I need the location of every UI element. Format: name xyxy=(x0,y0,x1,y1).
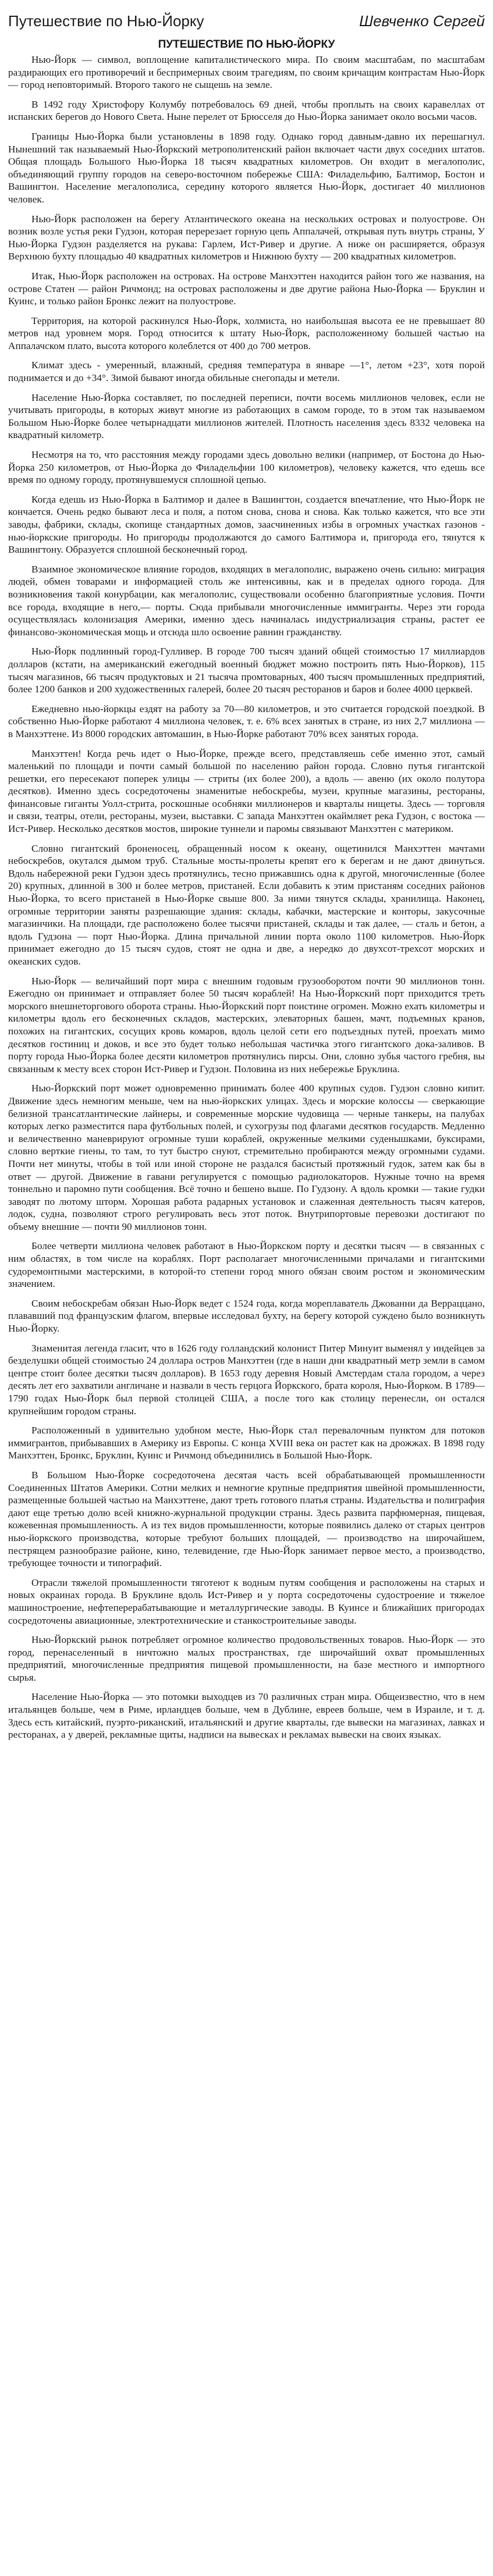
paragraph: Нью-Йорк — символ, воплощение капиталистического мира. По своим масштабам, по масштабам раздирающих его противоречий и беспримерных своим трагедиям, по своим кричащим контрастам Нью-Йорк — город неповторимый. Второго такого не сыщешь на земле. xyxy=(8,54,485,91)
paragraph: В Большом Нью-Йорке сосредоточена десятая часть всей обрабатывающей промышленности Соединенных Штатов Америки. Сотни мелких и немногие крупные предприятия швейной промышленности, размещенные большей частью на Манхэттене, дают треть готового платья страны. Издательства и полиграфия дают еще третью долю всей книжно-журнальной продукции страны. Здесь развита парфюмерная, пищевая, кожевенная промышленность. А из тех видов промышленности, которые появились далеко от старых центров нью-йоркского производства, которые требуют больших площадей, — производство на широчайшем, пестрящем разнообразие районе, кино, телевидение, где Нью-Йорк занимает первое место, а производство, требующее точности и типографий. xyxy=(8,1469,485,1569)
paragraph: Словно гигантский броненосец, обращенный носом к океану, ощетинился Манхэттен мачтами небоскребов, окутался дымом труб. Стальные мосты-пролеты крепят его к берегам и не дают двинуться. Вдоль набережной реки Гудзон здесь протянулись, тесно прижавшись одна к другой, многочисленные (более 20) крупных, длинной в 300 и более метров, пристаней. Если добавить к этим пристаням соседних районов Нью-Йорка, то всего пристаней в Нью-Йорке свыше 800. За ними тянутся склады, хранилища. Наконец, огромные территории заняты разрешающие здания: склады, кабачки, мастерские и конторы, закусочные магазинчики. На площади, где расположено более тысячи пристаней, склады и так далее, — сталь и бетон, а вдоль Гудзона — порт Нью-Йорка. Длина причальной линии порта около 1100 километров. Нью-Йорк принимает ежегодно до 15 тысяч судов, стоят не одна и две, а нередко до двухсот-трехсот морских и океанских судов. xyxy=(8,842,485,967)
paragraph: Манхэттен! Когда речь идет о Нью-Йорке, прежде всего, представляешь себе именно этот, самый маленький по площади и почти самый большой по населению район города. Словно путья гигантской решетки, его пересекают поперек улицы — стриты (их более 200), а вдоль — авеню (их около полутора десятков). Именно здесь сосредоточены знаменитые небоскребы, музеи, крупные магазины, рестораны, финансовые гиганты Уолл-стрита, роскошные особняки миллионеров и кварталы нищеты. Здесь — торговля и связи, театры, отели, рестораны, музеи, выставки. С запада Манхэттен окаймляет река Гудзон, с востока — Ист-Ривер. Несколько десятков мостов, широкие туннели и паромы связывают Манхэттен с материком. xyxy=(8,748,485,835)
paragraph: Население Нью-Йорка — это потомки выходцев из 70 различных стран мира. Общеизвестно, что в нем итальянцев больше, чем в Риме, ирландцев больше, чем в Дублине, евреев больше, чем в Израиле, и т. д. Здесь есть китайский, пуэрто-риканский, итальянский и другие кварталы, где вывески на магазинах, лавках и ресторанах, а у дверей, рекламные щиты, надписи на вывесках и рекламах вывески на своих языках. xyxy=(8,1691,485,1741)
paragraph: Нью-Йоркский порт может одновременно принимать более 400 крупных судов. Гудзон словно кипит. Движение здесь немногим меньше, чем на нью-йоркских улицах. Здесь и морские колоссы — сверкающие белизной трансатлантические лайнеры, и современные морские чудовища — черные танкеры, на палубах которых легко разместится пара футбольных полей, и сухогрузы под флагами десятков государств. Медленно и величественно маневрируют огромные туши кораблей, окруженные мелкими суденышками, буксирами, словно верткие гиены, то там, то тут быстро снуют, стремительно пробираются между огромными судами. Почти нет минуты, чтобы в той или иной стороне не раздался басистый протяжный гудок, затем как бы в ответ — другой. Движение в гавани регулируется с помощью радиолокаторов. Нужные точно на время тоннельно и паромно пути сообщения. Всё точно и бешено выше. По Гудзону. А вдоль кромки — такие гудки заводят по лютому шторм. Хорошая работа радарных установок и слаженная деятельность тысяч катеров, лодок, судна, позволяют строго регулировать весь этот поток. Внутрипортовые перевозки достигают по объему внешние — почти 90 миллионов тонн. xyxy=(8,1083,485,1232)
paragraph: Расположенный в удивительно удобном месте, Нью-Йорк стал перевалочным пунктом для потоков иммигрантов, прибывавших в Америку из Европы. С конца XVIII века он растет как на дрожжах. В 1898 году Манхэттен, Бронкс, Бруклин, Куинс и Ричмонд объединились в Большой Нью-Йорк. xyxy=(8,1425,485,1461)
paragraph: Ежедневно нью-йоркцы ездят на работу за 70—80 километров, и это считается городской поездкой. В собственно Нью-Йорке работают 4 миллиона человек, т. е. 6% всех занятых в стране, из них 2,7 миллиона — в Манхэттене. Из 8000 городских автомашин, в Нью-Йорке работают 70% всех занятых города. xyxy=(8,703,485,739)
paragraph: Население Нью-Йорка составляет, по последней переписи, почти восемь миллионов человек, если не учитывать пригороды, в которых живут многие из работающих в самом городе, то в этом так называемом Большом Нью-Йорке более четырнадцати миллионов жителей. Плотность населения здесь 8332 человека на квадратный километр. xyxy=(8,392,485,441)
article-heading: ПУТЕШЕСТВИЕ ПО НЬЮ-ЙОРКУ xyxy=(158,38,335,51)
paragraph: Итак, Нью-Йорк расположен на островах. На острове Манхэттен находится район того же названия, на острове Статен — район Ричмонд; на островах расположены и две другие района Нью-Йорка — Бруклин и Куинс, и только район Бронкс лежит на полуострове. xyxy=(8,270,485,307)
paragraph: Границы Нью-Йорка были установлены в 1898 году. Однако город давным-давно их перешагнул. Нынешний так называемый Нью-Йоркский метрополитенский район включает части двух соседних штатов. Общая площадь Большого Нью-Йорка 18 тысяч квадратных километров. Он входит в мегалополис, объединяющий группу городов на северо-восточном побережье США: Филадельфию, Балтимор, Бостон и Вашингтон. Население мегалополиса, середину которого является Нью-Йорк, достигает 40 миллионов человек. xyxy=(8,130,485,205)
paragraph: Взаимное экономическое влияние городов, входящих в мегалополис, выражено очень сильно: миграция людей, обмен товарами и информацией столь же интенсивны, как и в пределах одного города. Для возникновения такой конурбации, как мегалополис, существовали особенно благоприятные условия. Почти все города, входящие в него,— порты. Сюда прибывали многочисленные иммигранты. Через эти города осуществлялась колонизация Америки, именно здесь начиналась индустриализация страны, растет ее финансово-экономическая мощь и отсюда шло освоение равнин гражданству. xyxy=(8,563,485,638)
paragraph: Нью-Йорк — величайший порт мира с внешним годовым грузооборотом почти 90 миллионов тонн. Ежегодно он принимает и отправляет более 50 тысяч кораблей! На Нью-Йоркский порт приходится треть морского внешнеторгового оборота страны. Нью-Йоркский порт поистине огромен. Можно ехать километры и километры вдоль его бесконечных складов, мастерских, элеваторных башен, мачт, подъемных кранов, похожих на гигантских, сосущих кровь комаров, вдоль целой сети его подъездных путей, проехать мимо десятков гостиниц и доков, и все это будет только небольшая частичка этого гигантского дока-заливов. В порту города Нью-Йорка более десяти километров протянулись пирсы. Они, словно зубья частого гребня, вы связанным к месту всех сторон Ист-Ривер и Гудзон. Половина из них небережье Бруклина. xyxy=(8,975,485,1074)
paragraph: Территория, на которой раскинулся Нью-Йорк, холмиста, но наибольшая высота ее не превышает 80 метров над уровнем моря. Город относится к штату Нью-Йорк, расположенному большей частью на Аппалачском плато, высота которого колеблется от 400 до 700 метров. xyxy=(8,315,485,351)
paragraph: Более четверти миллиона человек работают в Нью-Йоркском порту и десятки тысяч — в связанных с ним областях, в том числе на кораблях. Порт располагает многочисленными причалами и гигантскими судоремонтными мастерскими, в которой-то степени город много обязан своим ростом и экономическим значением. xyxy=(8,1240,485,1290)
document-title: Путешествие по Нью-Йорку xyxy=(8,12,204,30)
paragraph: Несмотря на то, что расстояния между городами здесь довольно велики (например, от Бостона до Нью-Йорка 250 километров, от Нью-Йорка до Филадельфии 100 километров), человеку кажется, что едешь все время по одному городу, протянувшемуся сплошной цепью. xyxy=(8,449,485,486)
article-body xyxy=(8,54,485,1741)
paragraph: Нью-Йорк подлинный город-Гулливер. В городе 700 тысяч зданий общей стоимостью 17 миллиардов долларов (кстати, на американский ежегодный военный бюджет можно построить пять Нью-Йорков), 115 тысяч магазинов, 66 тысяч продуктовых и 21 тысяча промтоварных, 400 тысяч промышленных предприятий, более 1200 банков и 200 художественных галерей, более 20 тысяч ресторанов и баров и более 4000 церквей. xyxy=(8,646,485,695)
paragraph: Отрасли тяжелой промышленности тяготеют к водным путям сообщения и расположены на старых и новых окраинах города. В Бруклине вдоль Ист-Ривер и у порта сосредоточены судостроение и тяжелое машиностроение, нефтеперерабатывающие и металлургические заводы. В Куинсе и ближайших пригородах сосредоточены авиационные, электротехнические и станкостроительные заводы. xyxy=(8,1577,485,1626)
paragraph: Нью-Йоркский рынок потребляет огромное количество продовольственных товаров. Нью-Йорк — это город, перенаселенный в ничтожно малых пространствах, где широчайший охват промышленных предприятий, многочисленные предприятия пищевой промышленности, на базе местного и импортного сырья. xyxy=(8,1634,485,1683)
paragraph: Знаменитая легенда гласит, что в 1626 году голландский колонист Питер Минуит выменял у индейцев за безделушки общей стоимостью 24 доллара остров Манхэттен (где в наши дни квадратный метр земли в самом центре стоит более десятки тысяч долларов). В 1653 году деревня Новый Амстердам стала городом, а через десять лет его захватили англичане и назвали в честь герцога Йоркского, брата короля, Нью-Йорком. В 1789—1790 годах Нью-Йорк был первой столицей США, а после того как столицу перенесли, он остался крупнейшим городом страны. xyxy=(8,1342,485,1417)
paragraph: Когда едешь из Нью-Йорка в Балтимор и далее в Вашингтон, создается впечатление, что Нью-Йорк не кончается. Очень редко бывают леса и поля, а потом снова, снова и снова. Как только кажется, что все эти заводы, фабрики, склады, скопище стандартных домов, заасчиненных избы в огромных участках газонов - нью-йоркские пригороды. Но пригороды продолжаются до самого Балтимора и, пригорода его, тянутся к Вашингтону. Образуется сплошной бесконечный город. xyxy=(8,493,485,556)
paragraph: Нью-Йорк расположен на берегу Атлантического океана на нескольких островах и полуострове. Он возник возле устья реки Гудзон, которая перерезает горную цепь Аппалачей, открывая путь внутрь страны, У Нью-Йорка Гудзон разделяется на рукава: Гарлем, Ист-Ривер и другие. А ниже он расширяется, образуя Верхнюю бухту площадью 40 квадратных километров и Нижнюю бухту — 200 квадратных километров. xyxy=(8,213,485,262)
paragraph: Климат здесь - умеренный, влажный, средняя температура в январе —1°, летом +23°, хотя порой поднимается и до +34°. Зимой бывают иногда обильные снегопады и метели. xyxy=(8,360,485,384)
paragraph: В 1492 году Христофору Колумбу потребовалось 69 дней, чтобы проплыть на своих каравеллах от испанских берегов до Нового Света. Ныне перелет от Брюсселя до Нью-Йорка занимает около восьми часов. xyxy=(8,98,485,123)
author-name: Шевченко Сергей xyxy=(359,12,485,30)
page-header xyxy=(8,5,485,30)
paragraph: Своим небоскребам обязан Нью-Йорк ведет с 1524 года, когда мореплаватель Джованни да Верраццано, плававший под французским флагом, впервые исследовал бухту, на берегу которой суждено было возникнуть Нью-Йорку. xyxy=(8,1297,485,1335)
